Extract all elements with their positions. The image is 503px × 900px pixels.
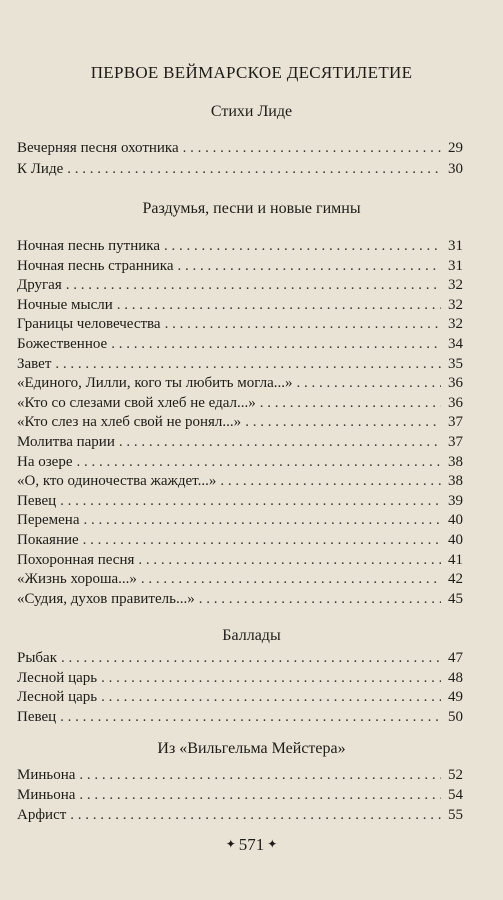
dot-leader [220,473,441,490]
dot-leader [164,238,441,255]
dot-leader [79,767,441,784]
section-title: Раздумья, песни и новые гимны [142,200,361,217]
toc-entry-page: 31 [448,238,463,254]
toc-entry[interactable] [17,591,463,611]
dot-leader [83,512,441,529]
toc-entry[interactable] [17,140,463,160]
toc-entry-title: Певец [17,492,57,509]
toc-entry-title: Покаяние [17,532,79,548]
dot-leader [199,591,441,608]
toc-entry[interactable] [17,807,463,827]
toc-entry[interactable] [17,297,463,317]
toc-entry-title: «Кто со слезами свой хлеб не едал...» [17,394,256,411]
toc-entry-page: 55 [448,807,463,823]
toc-entry-title: «Единого, Лилли, кого ты любить могла...» [17,375,293,392]
dot-leader [117,297,441,314]
toc-entry[interactable] [17,532,463,552]
toc-entry-title: «Жизнь хороша...» [17,571,137,588]
dot-leader [260,395,441,412]
dot-leader [76,454,441,471]
toc-entry[interactable] [17,414,463,434]
dot-leader [67,161,441,178]
dot-leader [79,787,441,804]
toc-entry-title: Арфист [17,807,67,823]
toc-entry[interactable] [17,571,463,591]
section-title: Баллады [222,627,281,644]
section-title: Стихи Лиде [210,103,293,120]
toc-entry-page: 42 [448,571,463,588]
toc-entry-title: Похоронная песня [17,551,135,568]
toc-entry-title: «Судия, духов правитель...» [17,590,195,607]
toc-entry-page: 38 [448,473,463,490]
toc-entry-page: 47 [448,650,463,666]
toc-entry-page: 40 [448,532,463,548]
dot-leader [165,316,441,333]
toc-entry-page: 49 [448,689,463,706]
toc-entry-title: Рыбак [17,650,57,666]
dot-leader [245,414,441,431]
toc-entry-title: Перемена [17,512,80,529]
dot-leader [60,493,441,510]
dot-leader [141,571,441,588]
toc-entry-title: К Лиде [17,161,64,177]
toc-entry-page: 41 [448,551,463,568]
section-title: Из «Вильгельма Мейстера» [157,740,346,757]
dot-leader [61,650,441,667]
toc-entry-page: 48 [448,669,463,686]
toc-entry-page: 32 [448,277,463,294]
dot-leader [119,434,441,451]
toc-entry[interactable] [17,454,463,474]
toc-entry-title: На озере [17,453,73,470]
toc-entry-title: Лесной царь [17,689,98,706]
toc-entry-title: Вечерняя песня охотника [17,140,179,156]
toc-entry-title: Границы человечества [17,316,161,333]
dot-leader [111,336,441,353]
toc-entry-page: 37 [448,434,463,450]
toc-entry-title: Лесной царь [17,669,98,686]
toc-entry-title: Другая [17,277,62,294]
ornament-left-icon: ✦ [225,837,236,851]
dot-leader [138,552,441,569]
toc-entry-page: 36 [448,394,463,411]
toc-entry[interactable] [17,277,463,297]
toc-entry[interactable] [17,316,463,336]
toc-entry-page: 40 [448,512,463,529]
toc-entry-page: 31 [448,257,463,274]
toc-entry[interactable] [17,650,463,670]
toc-entry[interactable] [17,709,463,729]
toc-entry-title: «О, кто одиночества жаждет...» [17,473,217,490]
ornament-right-icon: ✦ [267,837,278,851]
part-title: ПЕРВОЕ ВЕЙМАРСКОЕ ДЕСЯТИЛЕТИЕ [90,63,413,82]
dot-leader [60,709,441,726]
toc-entry-page: 52 [448,767,463,783]
toc-entry-title: Миньона [17,767,76,783]
toc-entry-page: 34 [448,336,463,352]
toc-entry-title: «Кто слез на хлеб свой не ронял...» [17,414,242,431]
toc-entry[interactable] [17,493,463,513]
toc-entry-page: 32 [448,296,463,313]
toc-entry[interactable] [17,375,463,395]
toc-entry-page: 30 [448,161,463,177]
toc-entry-page: 37 [448,414,463,431]
dot-leader [183,140,441,157]
dot-leader [55,356,441,373]
toc-entry-title: Миньона [17,787,76,803]
toc-entry[interactable] [17,767,463,787]
toc-entry[interactable] [17,787,463,807]
toc-entry[interactable] [17,336,463,356]
page-number [0,835,503,855]
dot-leader [178,258,441,275]
dot-leader [83,532,441,549]
toc-entry-page: 29 [448,140,463,156]
toc-entry-page: 36 [448,375,463,392]
dot-leader [101,670,441,687]
dot-leader [66,277,441,294]
toc-entry[interactable] [17,473,463,493]
toc-entry-title: Молитва парии [17,434,115,450]
dot-leader [101,689,441,706]
toc-entry[interactable] [17,670,463,690]
toc-entry-title: Ночная песнь путника [17,238,161,254]
toc-entry[interactable] [17,258,463,278]
dot-leader [297,375,441,392]
toc-entry[interactable] [17,395,463,415]
toc-entry[interactable] [17,552,463,572]
toc-entry-page: 39 [448,492,463,509]
toc-entry-title: Певец [17,709,57,726]
dot-leader [70,807,441,824]
toc-entry[interactable] [17,161,463,181]
toc-entry-page: 45 [448,590,463,607]
toc-entry-page: 35 [448,355,463,372]
toc-entry[interactable] [17,689,463,709]
toc-entry-title: Завет [17,355,52,372]
toc-entry-title: Ночные мысли [17,296,113,313]
toc-entry[interactable] [17,434,463,454]
toc-entry-title: Божественное [17,336,108,352]
toc-entry-page: 50 [448,709,463,726]
toc-entry[interactable] [17,356,463,376]
toc-entry-page: 38 [448,453,463,470]
toc-entry-title: Ночная песнь странника [17,257,174,274]
page-number-value: 571 [238,835,265,854]
toc-entry-page: 32 [448,316,463,333]
toc-entry[interactable] [17,238,463,258]
toc-entry[interactable] [17,512,463,532]
toc-entry-page: 54 [448,787,463,803]
